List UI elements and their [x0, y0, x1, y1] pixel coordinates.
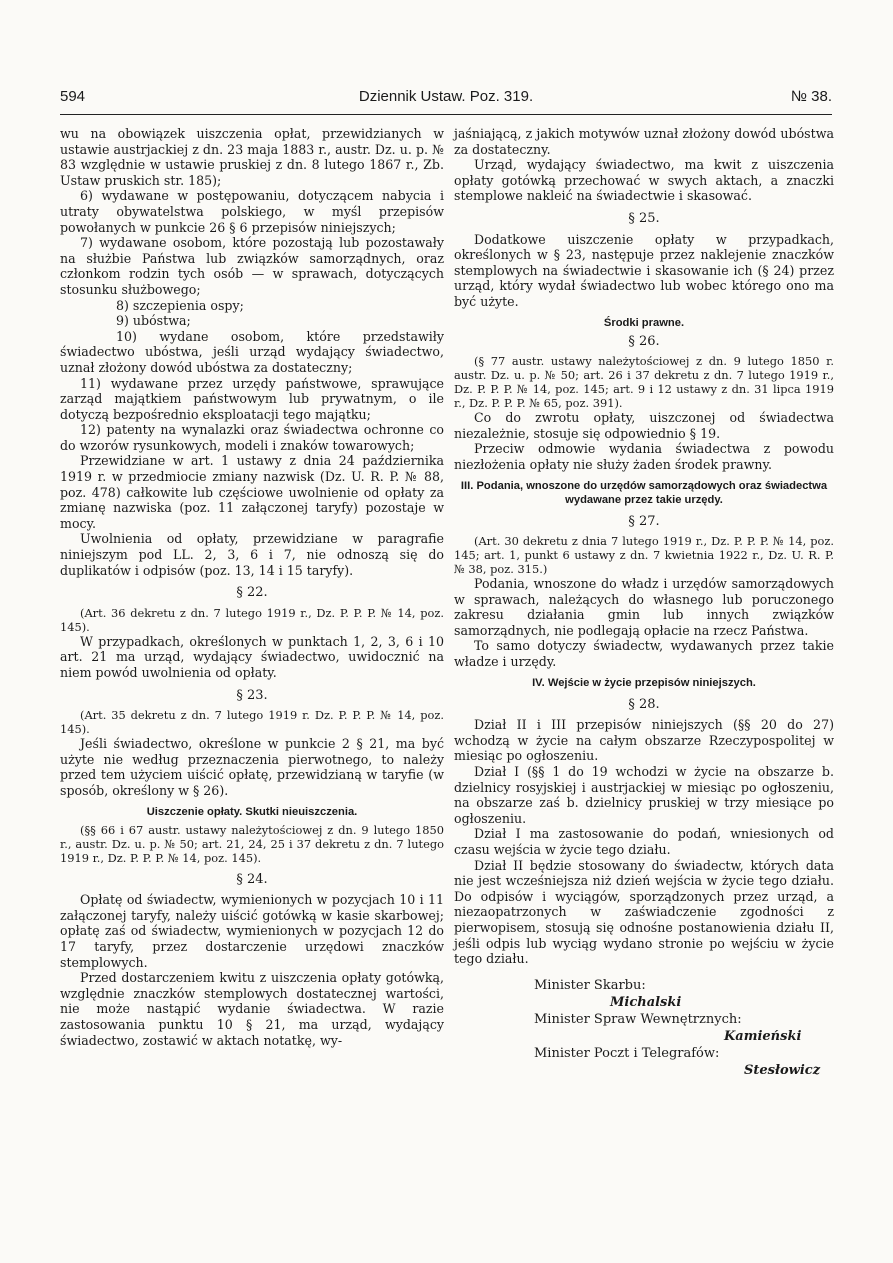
journal-title: Dziennik Ustaw. Poz. 319. [358, 88, 534, 105]
section-25-heading: § 25. [628, 210, 660, 226]
section-28-heading: § 28. [628, 696, 660, 712]
page-header [60, 88, 832, 110]
paragraph: Co do zwrotu opłaty, uiszczonej od świadectwa niezależnie, stosuje się odpowiednio § 19. [454, 410, 834, 441]
uiszczenie-reference: (§§ 66 i 67 austr. ustawy należytościowej z dn. 9 lutego 1850 r., austr. Dz. u. p. № 50; art. 21, 24, 25 i 37 dekretu z dn. 7 lutego 1919 r., Dz. P. P. P. № 14, poz. 145). [60, 822, 444, 865]
header-rule [60, 114, 832, 115]
section-27-heading: § 27. [628, 513, 660, 529]
chapter-III-heading: III. Podania, wnoszone do urzędów samorządowych oraz świadectwa wydawane przez takie urzędy. [460, 479, 828, 506]
paragraph: Uwolnienia od opłaty, przewidziane w paragrafie niniejszym pod LL. 2, 3, 6 i 7, nie odnoszą się do duplikatów i odpisów (poz. 13, 14 i 15 taryfy). [60, 531, 444, 578]
section-23-reference: (Art. 35 dekretu z dn. 7 lutego 1919 r. Dz. P. P. P. № 14, poz. 145). [60, 708, 444, 737]
list-item-7: 7) wydawane osobom, które pozostają lub pozostawały na służbie Państwa lub związków samorządnych, oraz członkom rodzin tych osób — w sprawach, dotyczących stosunku służbowego; [60, 235, 444, 297]
section-24-heading: § 24. [236, 871, 268, 887]
section-23-heading: § 23. [236, 687, 268, 703]
right-column [454, 126, 834, 1079]
list-item-10: 10) wydane osobom, które przedstawiły świadectwo ubóstwa, jeśli urząd wydający świadectwo, uznał złożony dowód ubóstwa za dostateczny; [60, 328, 444, 375]
list-item-11: 11) wydawane przez urzędy państwowe, sprawujące zarząd majątkiem państwowym lub prywatnym, o ile dotyczą bezpośrednio eksploatacji tego majątku; [60, 375, 444, 422]
signature-role: Minister Poczt i Telegrafów: [534, 1045, 720, 1061]
signature-role: Minister Spraw Wewnętrznych: [534, 1011, 742, 1027]
section-26-reference: (§ 77 austr. ustawy należytościowej z dn. 9 lutego 1850 r. austr. Dz. u. p. № 50; art. 26 i 37 dekretu z dn. 7 lutego 1919 r., Dz. P. P. P. № 14, poz. 145; art. 9 i 12 ustawy z dn. 31 lipca 1919 r., Dz. P. P. P. № 65, poz. 391). [454, 354, 834, 411]
list-item-9: 9) ubóstwa; [116, 313, 191, 329]
issue-number: № 38. [790, 88, 832, 105]
page-number: 594 [60, 88, 86, 105]
signature-name: Michalski [610, 994, 682, 1010]
paragraph: jaśniającą, z jakich motywów uznał złożony dowód ubóstwa za dostateczny. [454, 126, 834, 157]
section-27-reference: (Art. 30 dekretu z dnia 7 lutego 1919 r., Dz. P. P. P. № 14, poz. 145; art. 1, punkt 6 ustawy z dn. 7 kwietnia 1922 r., Dz. U. R. P. № 38, poz. 315.) [454, 534, 834, 577]
paragraph: Dodatkowe uiszczenie opłaty w przypadkach, określonych w § 23, następuje przez naklejenie znaczków stemplowych na świadectwie i skasowanie ich (§ 24) przez urząd, który wydał świadectwo lub wobec którego ono ma być użyte. [454, 231, 834, 309]
paragraph: wu na obowiązek uiszczenia opłat, przewidzianych w ustawie austrjackiej z dn. 23 maja 1883 r., austr. Dz. u. p. № 83 względnie w ustawie pruskiej z dn. 8 lutego 1867 r., Zb. Ustaw pruskich str. 185); [60, 126, 444, 188]
paragraph: Przewidziane w art. 1 ustawy z dnia 24 października 1919 r. w przedmiocie zmiany nazwisk (Dz. U. R. P. № 88, poz. 478) całkowite lub częściowe uwolnienie od opłaty za zmianę nazwiska (poz. 11 załączonej taryfy) pozostaje w mocy. [60, 453, 444, 531]
section-26-heading: § 26. [628, 333, 660, 349]
paragraph: Urząd, wydający świadectwo, ma kwit z uiszczenia opłaty gotówką przechować w swych aktach, a znaczki stemplowe nakleić na świadectwie i skasować. [454, 157, 834, 204]
chapter-IV-heading: IV. Wejście w życie przepisów niniejszych. [532, 676, 756, 689]
list-item-12: 12) patenty na wynalazki oraz świadectwa ochronne co do wzorów rysunkowych, modeli i znaków towarowych; [60, 422, 444, 453]
paragraph: Przed dostarczeniem kwitu z uiszczenia opłaty gotówką, względnie znaczków stemplowych dostatecznej wartości, nie może nastąpić wydanie świadectwa. W razie zastosowania punktu 10 § 21, ma urząd, wydający świadectwo, zostawić w aktach notatkę, wy- [60, 970, 444, 1048]
paragraph: Dział II będzie stosowany do świadectw, których data nie jest wcześniejsza niż dzień wejścia w życie tego działu. Do odpisów i wyciągów, sporządzonych przez urząd, a niezaopatrzonych w zaświadczenie zgodności z pierwopisem, stosują się odnośne postanowienia działu II, jeśli odpis lub wyciąg wydano stronie po wejściu w życie tego działu. [454, 857, 834, 967]
subheading-srodki-prawne: Środki prawne. [603, 316, 685, 329]
paragraph: Dział I (§§ 1 do 19 wchodzi w życie na obszarze b. dzielnicy rosyjskiej i austrjackiej w miesiąc po ogłoszeniu, na obszarze zaś b. dzielnicy pruskiej w trzy miesiące po ogłoszeniu. [454, 764, 834, 826]
signatures [454, 977, 834, 1079]
section-22-heading: § 22. [236, 585, 268, 601]
list-item-6: 6) wydawane w postępowaniu, dotyczącem nabycia i utraty obywatelstwa polskiego, w myśl przepisów powołanych w punkcie 26 § 6 przepisów niniejszych; [60, 188, 444, 235]
section-22-reference: (Art. 36 dekretu z dn. 7 lutego 1919 r., Dz. P. P. P. № 14, poz. 145). [60, 605, 444, 634]
paragraph: Opłatę od świadectw, wymienionych w pozycjach 10 i 11 załączonej taryfy, należy uiścić gotówką w kasie skarbowej; opłatę zaś od świadectw, wymienionych w pozycjach 12 do 17 taryfy, przez dostarczenie urzędowi znaczków stemplowych. [60, 892, 444, 970]
paragraph: Dział II i III przepisów niniejszych (§§ 20 do 27) wchodzą w życie na całym obszarze Rzeczypospolitej w miesiąc po ogłoszeniu. [454, 717, 834, 764]
paragraph: To samo dotyczy świadectw, wydawanych przez takie władze i urzędy. [454, 638, 834, 670]
left-column [60, 126, 444, 1048]
paragraph: W przypadkach, określonych w punktach 1, 2, 3, 6 i 10 art. 21 ma urząd, wydający świadectwo, uwidocznić na niem powód uwolnienia od opłaty. [60, 633, 444, 680]
signature-role: Minister Skarbu: [534, 977, 646, 993]
paragraph: Przeciw odmowie wydania świadectwa z powodu niezłożenia opłaty nie służy żaden środek prawny. [454, 441, 834, 472]
signature-name: Stesłowicz [744, 1062, 821, 1078]
signature-name: Kamieński [724, 1028, 802, 1044]
subheading-uiszczenie: Uiszczenie opłaty. Skutki nieuiszczenia. [146, 805, 358, 818]
paragraph: Dział I ma zastosowanie do podań, wniesionych od czasu wejścia w życie tego działu. [454, 826, 834, 857]
paragraph: Podania, wnoszone do władz i urzędów samorządowych w sprawach, należących do własnego lub poruczonego zakresu działania gmin lub innych związków samorządnych, nie podlegają opłacie na rzecz Państwa. [454, 576, 834, 638]
paragraph: Jeśli świadectwo, określone w punkcie 2 § 21, ma być użyte nie według przeznaczenia pierwotnego, to należy przed tem użyciem uiścić opłatę, przewidzianą w taryfie (w sposób, określony w § 26). [60, 736, 444, 798]
list-item-8: 8) szczepienia ospy; [116, 297, 244, 313]
